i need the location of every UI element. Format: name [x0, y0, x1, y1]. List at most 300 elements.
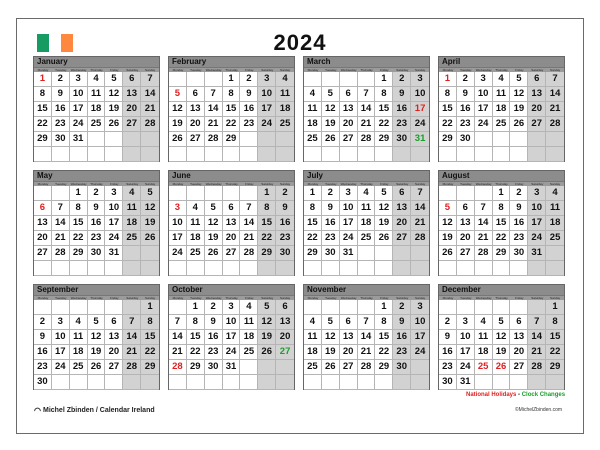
- empty-cell: [88, 300, 106, 315]
- day-cell: 3: [105, 186, 123, 201]
- day-cell: 29: [304, 246, 322, 261]
- empty-cell: [187, 375, 205, 390]
- day-cell: 22: [493, 231, 511, 246]
- day-cell: 4: [546, 186, 564, 201]
- weekday-label: Saturday: [531, 68, 544, 72]
- empty-cell: [70, 300, 88, 315]
- day-cell: 14: [358, 102, 376, 117]
- day-cell: 2: [457, 72, 475, 87]
- day-cell: 16: [88, 216, 106, 231]
- day-cell: 6: [457, 201, 475, 216]
- day-cell: 4: [493, 72, 511, 87]
- day-cell: 8: [375, 87, 393, 102]
- empty-cell: [223, 375, 241, 390]
- day-cell: 9: [457, 87, 475, 102]
- empty-cell: [205, 186, 223, 201]
- day-cell: 11: [70, 330, 88, 345]
- day-cell: 31: [223, 360, 241, 375]
- weekday-label: Thursday: [495, 68, 508, 72]
- day-cell: 6: [510, 315, 528, 330]
- day-cell: 2: [205, 300, 223, 315]
- day-cell: 15: [258, 216, 276, 231]
- empty-cell: [187, 72, 205, 87]
- day-grid: [304, 300, 429, 390]
- weekday-label: Sunday: [414, 182, 426, 186]
- empty-cell: [393, 246, 411, 261]
- empty-cell: [475, 261, 493, 276]
- weekday-label: Sunday: [549, 182, 561, 186]
- empty-cell: [223, 186, 241, 201]
- day-cell: 3: [457, 315, 475, 330]
- day-cell: 4: [187, 201, 205, 216]
- day-cell: 17: [411, 102, 429, 117]
- empty-cell: [304, 300, 322, 315]
- weekday-label: Thursday: [360, 182, 373, 186]
- day-cell: 10: [169, 216, 187, 231]
- day-cell: 4: [70, 315, 88, 330]
- day-cell: 1: [439, 72, 457, 87]
- day-cell: 12: [169, 102, 187, 117]
- empty-cell: [475, 186, 493, 201]
- day-cell: 5: [141, 186, 159, 201]
- day-cell: 29: [546, 360, 564, 375]
- day-cell: 12: [105, 87, 123, 102]
- empty-cell: [393, 147, 411, 162]
- day-cell: 26: [322, 360, 340, 375]
- weekday-label: Thursday: [360, 68, 373, 72]
- month-title: July: [304, 171, 429, 181]
- day-cell: 28: [240, 246, 258, 261]
- weekday-label: Sunday: [144, 68, 156, 72]
- day-cell: 29: [439, 132, 457, 147]
- day-cell: 25: [70, 360, 88, 375]
- weekday-label: Saturday: [531, 296, 544, 300]
- day-cell: 1: [70, 186, 88, 201]
- day-cell: 25: [187, 246, 205, 261]
- day-grid: [169, 300, 294, 390]
- day-cell: 31: [70, 132, 88, 147]
- weekday-label: Wednesday: [70, 68, 87, 72]
- weekday-label: Tuesday: [190, 296, 202, 300]
- day-cell: 27: [123, 117, 141, 132]
- day-cell: 2: [276, 186, 294, 201]
- month-november: [303, 284, 430, 390]
- weekday-label: Saturday: [126, 68, 139, 72]
- day-cell: 26: [169, 132, 187, 147]
- day-cell: 28: [141, 117, 159, 132]
- month-title: January: [34, 57, 159, 67]
- day-cell: 22: [304, 231, 322, 246]
- day-cell: 6: [34, 201, 52, 216]
- day-cell: 20: [393, 216, 411, 231]
- empty-cell: [52, 300, 70, 315]
- day-cell: 19: [493, 345, 511, 360]
- weekday-label: Tuesday: [325, 182, 337, 186]
- weekday-label: Friday: [515, 182, 524, 186]
- day-cell: 17: [105, 216, 123, 231]
- day-cell: 10: [457, 330, 475, 345]
- day-cell: 9: [205, 315, 223, 330]
- day-cell: 2: [393, 72, 411, 87]
- day-cell: 9: [510, 201, 528, 216]
- empty-cell: [52, 147, 70, 162]
- day-cell: 24: [457, 360, 475, 375]
- day-grid: [34, 72, 159, 162]
- day-cell: 30: [276, 246, 294, 261]
- empty-cell: [528, 147, 546, 162]
- day-cell: 25: [358, 231, 376, 246]
- empty-cell: [510, 147, 528, 162]
- day-cell: 6: [528, 72, 546, 87]
- empty-cell: [205, 261, 223, 276]
- day-cell: 30: [393, 132, 411, 147]
- empty-cell: [340, 300, 358, 315]
- day-cell: 23: [88, 231, 106, 246]
- day-cell: 18: [240, 330, 258, 345]
- day-cell: 7: [546, 72, 564, 87]
- day-cell: 16: [34, 345, 52, 360]
- weekday-label: Wednesday: [475, 182, 492, 186]
- day-cell: 12: [493, 330, 511, 345]
- day-cell: 20: [457, 231, 475, 246]
- day-cell: 10: [105, 201, 123, 216]
- weekday-label: Friday: [380, 68, 389, 72]
- day-cell: 21: [546, 102, 564, 117]
- day-cell: 21: [141, 102, 159, 117]
- day-cell: 11: [304, 330, 322, 345]
- empty-cell: [70, 147, 88, 162]
- day-cell: 3: [411, 72, 429, 87]
- day-cell: 22: [258, 231, 276, 246]
- empty-cell: [493, 132, 511, 147]
- day-cell: 22: [141, 345, 159, 360]
- day-cell: 10: [258, 87, 276, 102]
- empty-cell: [375, 147, 393, 162]
- month-june: [168, 170, 295, 276]
- day-cell: 24: [169, 246, 187, 261]
- weekday-label: Saturday: [396, 296, 409, 300]
- day-cell: 21: [52, 231, 70, 246]
- day-cell: 23: [393, 117, 411, 132]
- month-title: December: [439, 285, 564, 295]
- empty-cell: [88, 261, 106, 276]
- day-cell: 11: [493, 87, 511, 102]
- day-cell: 28: [358, 360, 376, 375]
- day-cell: 27: [187, 132, 205, 147]
- day-grid: [439, 72, 564, 162]
- day-cell: 3: [475, 72, 493, 87]
- weekday-label: Saturday: [126, 296, 139, 300]
- month-september: [33, 284, 160, 390]
- day-grid: [169, 72, 294, 162]
- empty-cell: [141, 246, 159, 261]
- weekday-label: Sunday: [549, 68, 561, 72]
- day-grid: [439, 186, 564, 276]
- empty-cell: [123, 375, 141, 390]
- empty-cell: [304, 72, 322, 87]
- day-cell: 21: [475, 231, 493, 246]
- day-cell: 5: [375, 186, 393, 201]
- day-cell: 14: [52, 216, 70, 231]
- day-cell: 26: [258, 345, 276, 360]
- empty-cell: [528, 300, 546, 315]
- day-cell: 16: [393, 330, 411, 345]
- empty-cell: [169, 186, 187, 201]
- day-cell: 1: [258, 186, 276, 201]
- day-cell: 20: [123, 102, 141, 117]
- day-cell: 22: [546, 345, 564, 360]
- day-cell: 25: [546, 231, 564, 246]
- day-grid: [169, 186, 294, 276]
- day-cell: 23: [393, 345, 411, 360]
- empty-cell: [457, 300, 475, 315]
- empty-cell: [52, 186, 70, 201]
- day-cell: 9: [393, 315, 411, 330]
- day-cell: 5: [322, 315, 340, 330]
- day-cell: 12: [375, 201, 393, 216]
- empty-cell: [240, 186, 258, 201]
- weekday-label: Wednesday: [70, 182, 87, 186]
- day-cell: 10: [475, 87, 493, 102]
- day-cell: 20: [510, 345, 528, 360]
- day-cell: 19: [88, 345, 106, 360]
- day-cell: 10: [223, 315, 241, 330]
- day-cell: 23: [240, 117, 258, 132]
- empty-cell: [375, 375, 393, 390]
- day-cell: 8: [34, 87, 52, 102]
- day-grid: [34, 186, 159, 276]
- day-cell: 3: [340, 186, 358, 201]
- day-cell: 20: [276, 330, 294, 345]
- day-cell: 6: [340, 87, 358, 102]
- day-cell: 15: [187, 330, 205, 345]
- day-cell: 4: [304, 315, 322, 330]
- weekday-label: Thursday: [225, 296, 238, 300]
- month-july: [303, 170, 430, 276]
- empty-cell: [358, 147, 376, 162]
- day-cell: 4: [88, 72, 106, 87]
- day-cell: 2: [52, 72, 70, 87]
- day-cell: 13: [34, 216, 52, 231]
- author-credit: [34, 406, 155, 415]
- month-title: September: [34, 285, 159, 295]
- day-cell: 7: [205, 87, 223, 102]
- day-cell: 28: [475, 246, 493, 261]
- empty-cell: [322, 261, 340, 276]
- day-cell: 13: [276, 315, 294, 330]
- empty-cell: [475, 375, 493, 390]
- day-cell: 22: [70, 231, 88, 246]
- day-cell: 7: [528, 315, 546, 330]
- empty-cell: [141, 375, 159, 390]
- day-cell: 13: [340, 102, 358, 117]
- day-cell: 25: [88, 117, 106, 132]
- day-cell: 6: [187, 87, 205, 102]
- empty-cell: [187, 186, 205, 201]
- day-cell: 30: [205, 360, 223, 375]
- day-cell: 27: [34, 246, 52, 261]
- empty-cell: [393, 261, 411, 276]
- empty-cell: [123, 132, 141, 147]
- day-cell: 18: [304, 117, 322, 132]
- day-cell: 7: [358, 315, 376, 330]
- day-cell: 18: [88, 102, 106, 117]
- weekday-label: Monday: [37, 68, 49, 72]
- day-cell: 8: [70, 201, 88, 216]
- day-cell: 8: [187, 315, 205, 330]
- day-cell: 20: [34, 231, 52, 246]
- day-cell: 25: [304, 132, 322, 147]
- empty-cell: [358, 246, 376, 261]
- day-cell: 15: [439, 102, 457, 117]
- empty-cell: [510, 132, 528, 147]
- empty-cell: [70, 375, 88, 390]
- empty-cell: [276, 132, 294, 147]
- day-cell: 16: [205, 330, 223, 345]
- day-cell: 1: [493, 186, 511, 201]
- empty-cell: [411, 261, 429, 276]
- day-cell: 22: [375, 117, 393, 132]
- day-cell: 30: [322, 246, 340, 261]
- day-cell: 2: [322, 186, 340, 201]
- day-cell: 17: [52, 345, 70, 360]
- day-cell: 13: [457, 216, 475, 231]
- day-cell: 26: [375, 231, 393, 246]
- day-cell: 14: [528, 330, 546, 345]
- day-cell: 31: [411, 132, 429, 147]
- empty-cell: [546, 246, 564, 261]
- month-october: [168, 284, 295, 390]
- day-cell: 23: [52, 117, 70, 132]
- weekday-label: Monday: [442, 182, 454, 186]
- day-cell: 9: [52, 87, 70, 102]
- weekday-label: Monday: [37, 182, 49, 186]
- day-cell: 22: [34, 117, 52, 132]
- day-cell: 14: [141, 87, 159, 102]
- weekday-label: Monday: [307, 296, 319, 300]
- day-cell: 11: [187, 216, 205, 231]
- day-grid: [439, 300, 564, 390]
- day-cell: 26: [439, 246, 457, 261]
- day-cell: 29: [187, 360, 205, 375]
- day-cell: 14: [358, 330, 376, 345]
- day-cell: 14: [169, 330, 187, 345]
- weekday-label: Thursday: [90, 68, 103, 72]
- weekday-label: Sunday: [414, 68, 426, 72]
- day-cell: 29: [141, 360, 159, 375]
- day-cell: 15: [304, 216, 322, 231]
- day-cell: 15: [34, 102, 52, 117]
- weekday-label: Monday: [442, 68, 454, 72]
- weekday-label: Monday: [37, 296, 49, 300]
- day-cell: 5: [493, 315, 511, 330]
- day-cell: 19: [105, 102, 123, 117]
- empty-cell: [475, 300, 493, 315]
- legend-separator: -: [516, 392, 522, 398]
- day-cell: 15: [493, 216, 511, 231]
- day-cell: 9: [393, 87, 411, 102]
- weekday-label: Tuesday: [325, 68, 337, 72]
- day-cell: 25: [475, 360, 493, 375]
- day-cell: 27: [340, 132, 358, 147]
- day-cell: 15: [375, 330, 393, 345]
- empty-cell: [240, 132, 258, 147]
- empty-cell: [70, 261, 88, 276]
- empty-cell: [340, 147, 358, 162]
- day-grid: [304, 186, 429, 276]
- day-cell: 29: [375, 360, 393, 375]
- day-cell: 6: [340, 315, 358, 330]
- empty-cell: [322, 147, 340, 162]
- empty-cell: [223, 147, 241, 162]
- day-cell: 25: [493, 117, 511, 132]
- day-cell: 28: [205, 132, 223, 147]
- day-cell: 10: [528, 201, 546, 216]
- day-cell: 12: [439, 216, 457, 231]
- weekday-label: Sunday: [549, 296, 561, 300]
- day-cell: 28: [358, 132, 376, 147]
- weekday-label: Wednesday: [70, 296, 87, 300]
- day-cell: 13: [123, 87, 141, 102]
- empty-cell: [528, 375, 546, 390]
- weekday-label: Saturday: [531, 182, 544, 186]
- month-december: [438, 284, 565, 390]
- day-cell: 14: [475, 216, 493, 231]
- day-cell: 24: [411, 345, 429, 360]
- weekday-label: Thursday: [225, 182, 238, 186]
- day-cell: 27: [510, 360, 528, 375]
- day-cell: 1: [375, 72, 393, 87]
- weekday-label: Wednesday: [475, 68, 492, 72]
- day-cell: 24: [105, 231, 123, 246]
- day-cell: 9: [88, 201, 106, 216]
- day-cell: 2: [510, 186, 528, 201]
- day-cell: 24: [528, 231, 546, 246]
- day-cell: 29: [493, 246, 511, 261]
- weekday-label: Sunday: [279, 296, 291, 300]
- weekday-label: Tuesday: [460, 68, 472, 72]
- day-cell: 8: [439, 87, 457, 102]
- day-cell: 18: [493, 102, 511, 117]
- weekday-label: Thursday: [495, 296, 508, 300]
- empty-cell: [510, 375, 528, 390]
- weekday-label: Sunday: [414, 296, 426, 300]
- day-cell: 20: [223, 231, 241, 246]
- day-cell: 10: [340, 201, 358, 216]
- empty-cell: [493, 375, 511, 390]
- empty-cell: [304, 261, 322, 276]
- day-cell: 30: [457, 132, 475, 147]
- day-cell: 10: [52, 330, 70, 345]
- day-cell: 6: [393, 186, 411, 201]
- day-cell: 12: [205, 216, 223, 231]
- day-cell: 15: [546, 330, 564, 345]
- empty-cell: [105, 300, 123, 315]
- empty-cell: [34, 147, 52, 162]
- month-title: November: [304, 285, 429, 295]
- weekday-label: Friday: [245, 68, 254, 72]
- day-cell: 1: [187, 300, 205, 315]
- day-cell: 27: [528, 117, 546, 132]
- weekday-label: Sunday: [279, 68, 291, 72]
- weekday-label: Monday: [172, 182, 184, 186]
- day-cell: 4: [276, 72, 294, 87]
- empty-cell: [358, 72, 376, 87]
- month-may: [33, 170, 160, 276]
- day-cell: 7: [52, 201, 70, 216]
- empty-cell: [187, 147, 205, 162]
- empty-cell: [457, 261, 475, 276]
